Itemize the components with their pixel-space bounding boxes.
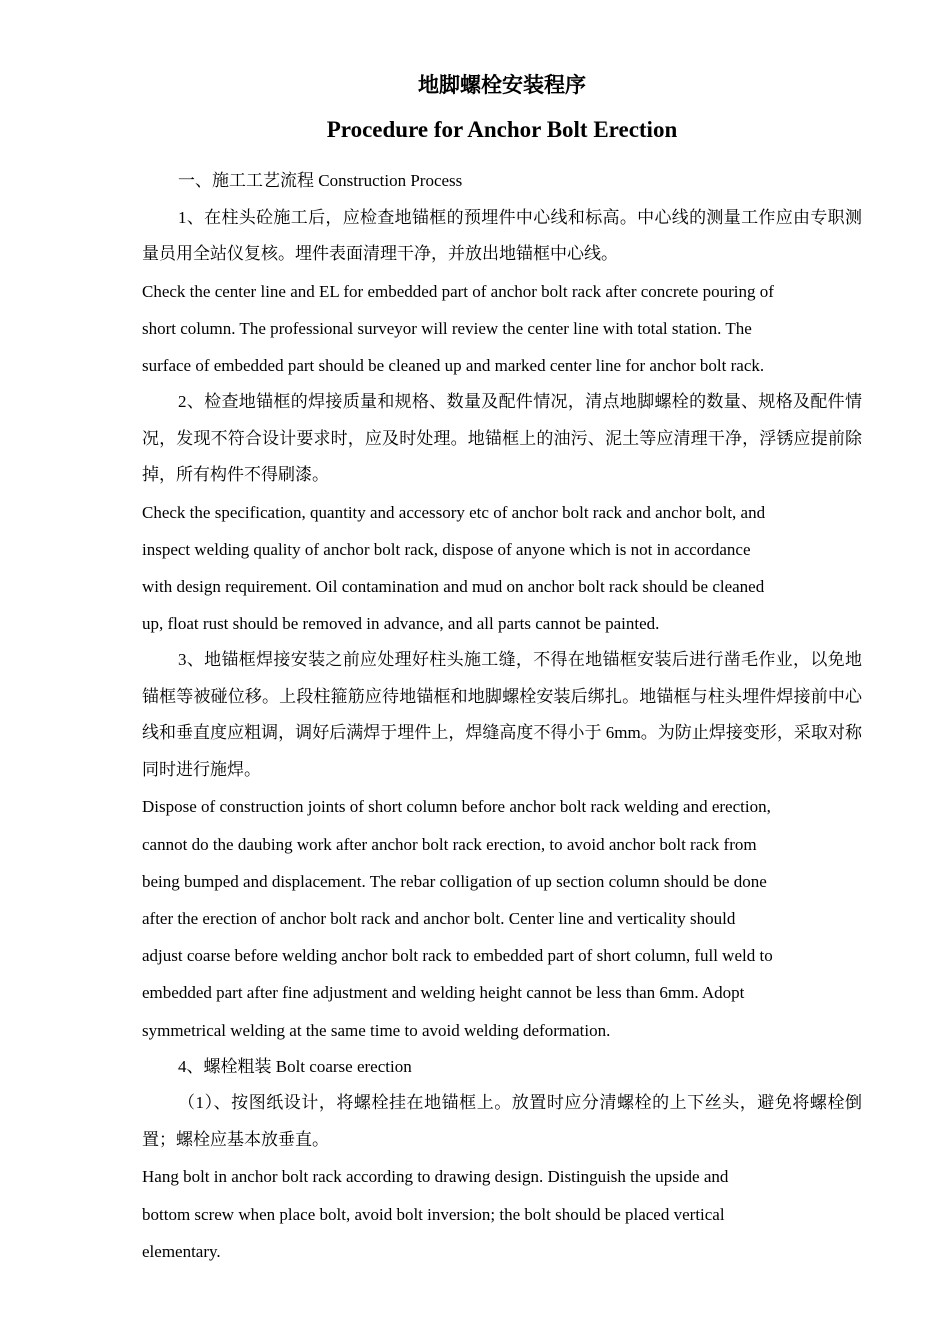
text-line: elementary. — [142, 1241, 221, 1261]
text-line: bottom screw when place bolt, avoid bolt inversion; the bolt should be placed vertical — [142, 1204, 725, 1224]
item-4-heading-bolt-coarse-erection: 4、螺栓粗装 Bolt coarse erection — [178, 1056, 412, 1076]
item-1-english-text — [142, 273, 862, 385]
text-line: symmetrical welding at the same time to avoid welding deformation. — [142, 1020, 611, 1040]
text-line: inspect welding quality of anchor bolt rack, dispose of anyone which is not in accordance — [142, 539, 751, 559]
text-line: embedded part after fine adjustment and welding height cannot be less than 6mm. Adopt — [142, 983, 745, 1003]
section-heading-construction-process: 一、施工工艺流程 Construction Process — [178, 171, 463, 190]
text-line: being bumped and displacement. The rebar colligation of up section column should be done — [142, 871, 767, 891]
item-3-chinese-text: 3、地锚框焊接安装之前应处理好柱头施工缝，不得在地锚框安装后进行凿毛作业，以免地锚框等被碰位移。上段柱箍筋应待地锚框和地脚螺栓安装后绑扎。地锚框与柱头埋件焊接前中心线和垂直度应粗调，调好后满焊于埋件上，焊缝高度不得小于 6mm。为防止焊接变形，采取对称同时进行施焊。 — [142, 650, 862, 779]
document-page — [142, 70, 862, 1270]
item-2-english-text — [142, 494, 862, 643]
text-line: Hang bolt in anchor bolt rack according to drawing design. Distinguish the upside and — [142, 1167, 729, 1187]
text-line: up, float rust should be removed in advance, and all parts cannot be painted. — [142, 614, 660, 634]
text-line: with design requirement. Oil contamination and mud on anchor bolt rack should be cleaned — [142, 577, 765, 597]
item-3-english-text — [142, 788, 862, 1048]
text-line: adjust coarse before welding anchor bolt rack to embedded part of short column, full weld to — [142, 946, 773, 966]
item-2-chinese-text: 2、检查地锚框的焊接质量和规格、数量及配件情况，清点地脚螺栓的数量、规格及配件情况，发现不符合设计要求时，应及时处理。地锚框上的油污、泥土等应清理干净，浮锈应提前除掉，所有构件不得刷漆。 — [142, 392, 862, 485]
text-line: short column. The professional surveyor will review the center line with total station. The — [142, 318, 752, 338]
document-title-english: Procedure for Anchor Bolt Erection — [326, 117, 678, 142]
text-line: Check the center line and EL for embedded part of anchor bolt rack after concrete pouring of — [142, 281, 774, 301]
document-title-chinese: 地脚螺栓安装程序 — [418, 73, 586, 97]
text-line: after the erection of anchor bolt rack and anchor bolt. Center line and verticality should — [142, 909, 736, 929]
item-4-1-chinese-text: （1）、按图纸设计，将螺栓挂在地锚框上。放置时应分清螺栓的上下丝头，避免将螺栓倒置；螺栓应基本放垂直。 — [142, 1093, 862, 1149]
text-line: surface of embedded part should be cleaned up and marked center line for anchor bolt rack. — [142, 355, 765, 375]
item-1-chinese-text: 1、在柱头砼施工后，应检查地锚框的预埋件中心线和标高。中心线的测量工作应由专职测量员用全站仪复核。埋件表面清理干净，并放出地锚框中心线。 — [142, 207, 862, 263]
text-line: Check the specification, quantity and accessory etc of anchor bolt rack and anchor bolt, and — [142, 502, 766, 522]
text-line: cannot do the daubing work after anchor bolt rack erection, to avoid anchor bolt rack from — [142, 834, 757, 854]
item-4-1-english-text — [142, 1158, 862, 1270]
text-line: Dispose of construction joints of short column before anchor bolt rack welding and erection, — [142, 797, 771, 817]
